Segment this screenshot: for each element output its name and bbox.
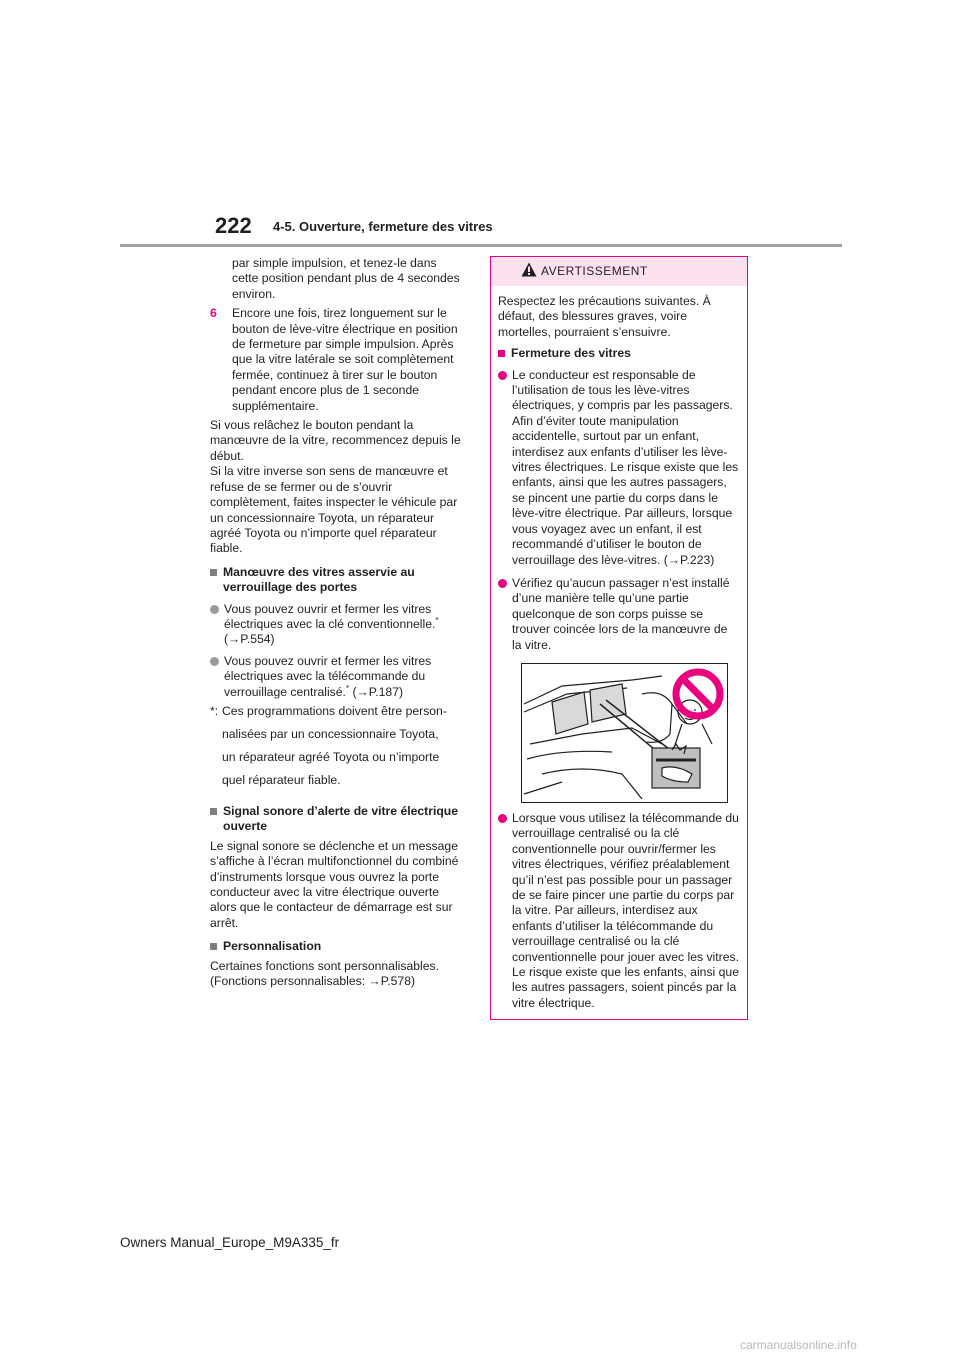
bullet-text: Vous pouvez ouvrir et fermer les vitres électriques avec la télécommande du verrouillage centralisé. — [224, 653, 432, 699]
bullet-text: Vous pouvez ouvrir et fermer les vitres électriques avec la clé conventionnelle. — [224, 601, 436, 631]
bullet-remote — [210, 654, 465, 700]
paragraph-restart: Si vous relâchez le bouton pendant la manœuvre de la vitre, recommencez depuis le début. — [210, 418, 461, 463]
step-6 — [210, 306, 465, 414]
warning-bullet-passenger — [498, 576, 739, 653]
heading-personalisation — [210, 939, 465, 954]
page-ref-link[interactable]: (→P.554) — [224, 632, 275, 647]
heading-lock-linked — [210, 565, 465, 596]
footnote — [210, 704, 465, 796]
bullet-text: Vérifiez qu’aucun passager n’est installé d’une manière telle qu’une partie quelconque de son corps puisse se trouver coincée lors de la manœuvre de la vitre. — [512, 575, 730, 652]
page-ref-link[interactable]: (→P.187) — [349, 684, 404, 699]
bullet-text: Lorsque vous utilisez la télécommande du verrouillage centralisé ou la clé conventionnelle pour ouvrir/fermer les vitres électriques, vérifiez préalablement qu’il n’est pas possible pour un passager de se faire pincer une partie du corps par la vitre. Par ailleurs, interdisez aux enfants d’utiliser la télécommande du verrouillage centralisé ou la clé conventionnelle pour jouer avec les vitres. Le risque existe que les enfants, ainsi que les autres passagers, soient pincés par la vitre électrique. — [512, 810, 739, 1010]
watermark: carmanualsonline.info — [740, 1338, 857, 1352]
bullet-dot-icon — [210, 605, 219, 614]
footnote-mark: *: — [210, 703, 219, 718]
warning-header — [491, 257, 747, 286]
bullet-dot-icon — [498, 814, 507, 823]
square-bullet-icon — [210, 569, 217, 576]
bullet-dot-icon — [210, 657, 219, 666]
page-number: 222 — [215, 213, 252, 238]
step-text: Encore une fois, tirez longuement sur le bouton de lève-vitre électrique en position de fermeture par simple impulsion. Après que la vitre latérale se soit complètement fermée, continuez à tirer sur le bouton pendant encore plus de 1 seconde supplémentaire. — [232, 306, 458, 413]
section-title: 4-5. Ouverture, fermeture des vitres — [273, 219, 493, 234]
bullet-text: Le conducteur est responsable de l’utilisation de tous les lève-vitres électriques, y compris par les passagers. Afin d’éviter toute manipulation accidentelle, surtout par un enfant, interdisez aux enfants d’utiliser les lève-vitres électriques. Le risque existe que les enfants, ainsi que les autres passagers, se pincent une partie du corps dans le lève-vitre électrique. Par ailleurs, lorsque vous voyagez avec un enfant, il est recommandé d’utiliser le bouton de verrouillage des lève-vitres. (→P.223) — [512, 367, 739, 567]
footnote-line: Ces programmations doivent être person- — [222, 703, 447, 718]
bullet-key — [210, 602, 465, 648]
heading-alarm — [210, 804, 465, 835]
warning-heading — [498, 346, 739, 361]
window-pinch-illustration — [521, 663, 728, 803]
square-bullet-icon — [498, 350, 505, 357]
header-rule — [120, 244, 842, 247]
heading-text: Manœuvre des vitres asservie au verrouillage des portes — [223, 564, 415, 595]
warning-triangle-icon — [521, 262, 537, 277]
footnote-ref: * — [345, 683, 350, 693]
square-bullet-icon — [210, 943, 217, 950]
warning-bullet-remote — [498, 811, 739, 1011]
bullet-dot-icon — [498, 579, 507, 588]
warning-title: AVERTISSEMENT — [541, 264, 648, 278]
step-number: 6 — [210, 306, 217, 321]
paragraph-inspect: Si la vitre inverse son sens de manœuvre et refuse de se fermer ou de s’ouvrir complètement, faites inspecter le véhicule par un concessionnaire Toyota, un réparateur agréé Toyota ou n’importe quel réparateur fiable. — [210, 464, 458, 556]
paragraph-personalisation: Certaines fonctions sont personnalisables. (Fonctions personnalisables: →P.578) — [210, 958, 439, 989]
left-column — [210, 256, 465, 993]
footnote-line: un réparateur agréé Toyota ou n’importe — [222, 749, 440, 764]
square-bullet-icon — [210, 808, 217, 815]
footnote-ref: * — [435, 615, 439, 625]
footnote-line: quel réparateur fiable. — [222, 772, 341, 787]
warning-intro: Respectez les précautions suivantes. À défaut, des blessures graves, voire mortelles, pourraient s’ensuivre. — [498, 294, 711, 339]
bullet-dot-icon — [498, 371, 507, 380]
footer-manual-id: Owners Manual_Europe_M9A335_fr — [120, 1235, 340, 1250]
warning-bullet-responsibility — [498, 368, 739, 568]
footnote-line: nalisées par un concessionnaire Toyota, — [222, 726, 439, 741]
heading-text: Personnalisation — [223, 939, 322, 954]
heading-text: Fermeture des vitres — [511, 346, 631, 361]
warning-box — [490, 256, 748, 1020]
car-window-pinch-icon — [522, 664, 727, 802]
paragraph-alarm: Le signal sonore se déclenche et un message s’affiche à l’écran multifonctionnel du combiné d’instruments lorsque vous ouvrez la porte conducteur avec la vitre électrique ouverte alors que le contacteur de démarrage est sur arrêt. — [210, 838, 459, 930]
intro-text: par simple impulsion, et tenez-le dans cette position pendant plus de 4 secondes environ. — [232, 256, 460, 301]
heading-text: Signal sonore d’alerte de vitre électrique ouverte — [223, 803, 459, 834]
